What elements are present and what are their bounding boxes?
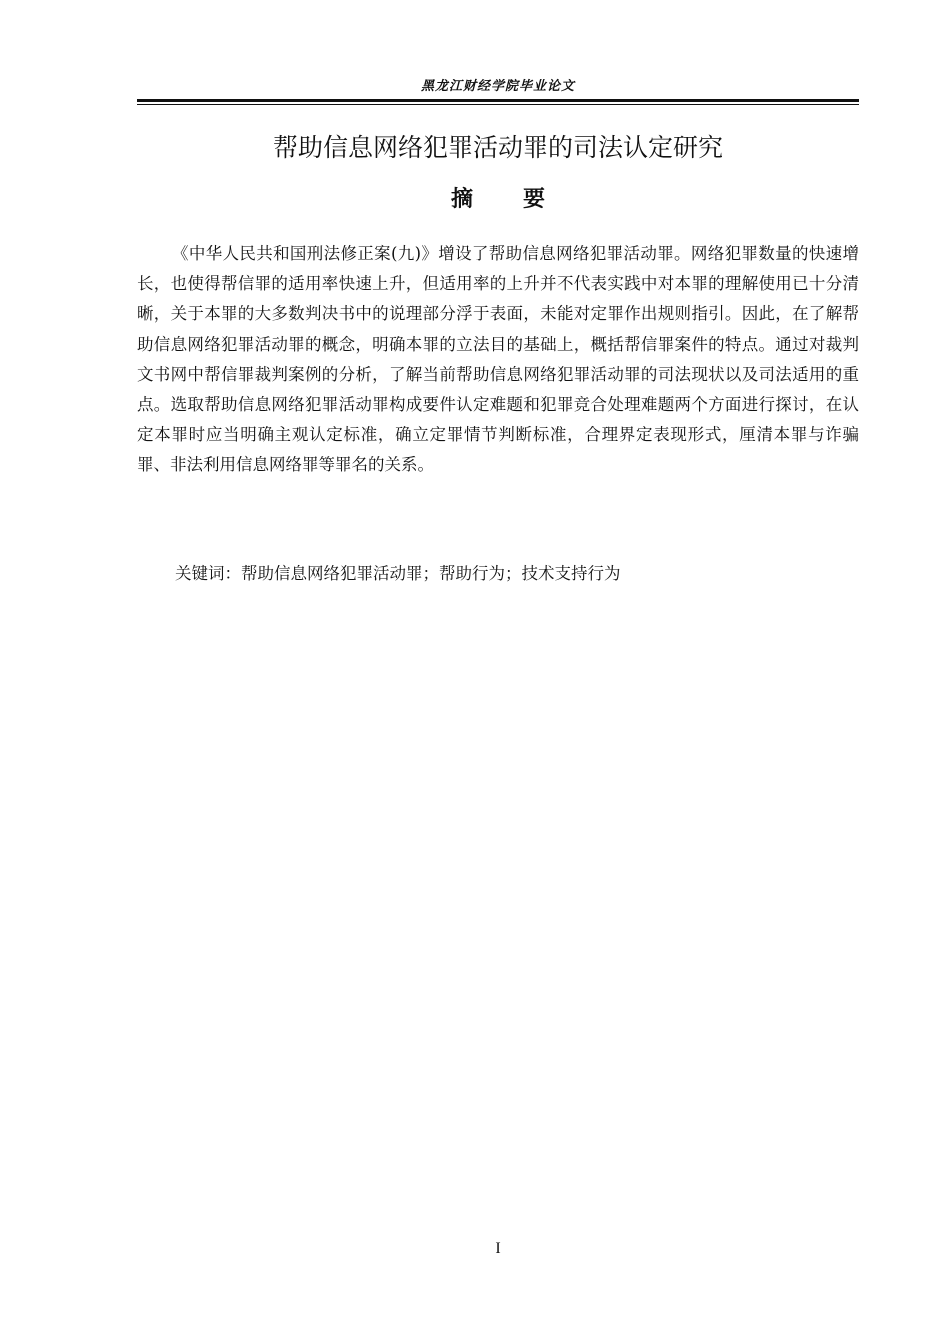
header-rule-thin bbox=[137, 104, 859, 105]
keywords-text: 帮助信息网络犯罪活动罪；帮助行为；技术支持行为 bbox=[241, 564, 621, 583]
page-number: I bbox=[495, 1240, 501, 1257]
keywords-label: 关键词： bbox=[175, 564, 241, 583]
header-title: 黑龙江财经学院毕业论文 bbox=[420, 79, 575, 94]
header-rule-thick bbox=[137, 99, 859, 102]
keywords-line bbox=[175, 560, 859, 588]
abstract-heading: 摘要 bbox=[450, 187, 595, 212]
document-title: 帮助信息网络犯罪活动罪的司法认定研究 bbox=[272, 133, 723, 162]
abstract-paragraph: 《中华人民共和国刑法修正案(九)》增设了帮助信息网络犯罪活动罪。网络犯罪数量的快速增长，也使得帮信罪的适用率快速上升，但适用率的上升并不代表实践中对本罪的理解使用已十分清晰，关于本罪的大多数判决书中的说理部分浮于表面，未能对定罪作出规则指引。因此，在了解帮助信息网络犯罪活动罪的概念，明确本罪的立法目的基础上，概括帮信罪案件的特点。通过对裁判文书网中帮信罪裁判案例的分析，了解当前帮助信息网络犯罪活动罪的司法现状以及司法适用的重点。选取帮助信息网络犯罪活动罪构成要件认定难题和犯罪竞合处理难题两个方面进行探讨，在认定本罪时应当明确主观认定标准，确立定罪情节判断标准，合理界定表现形式，厘清本罪与诈骗罪、非法利用信息网络罪等罪名的关系。 bbox=[137, 244, 859, 475]
